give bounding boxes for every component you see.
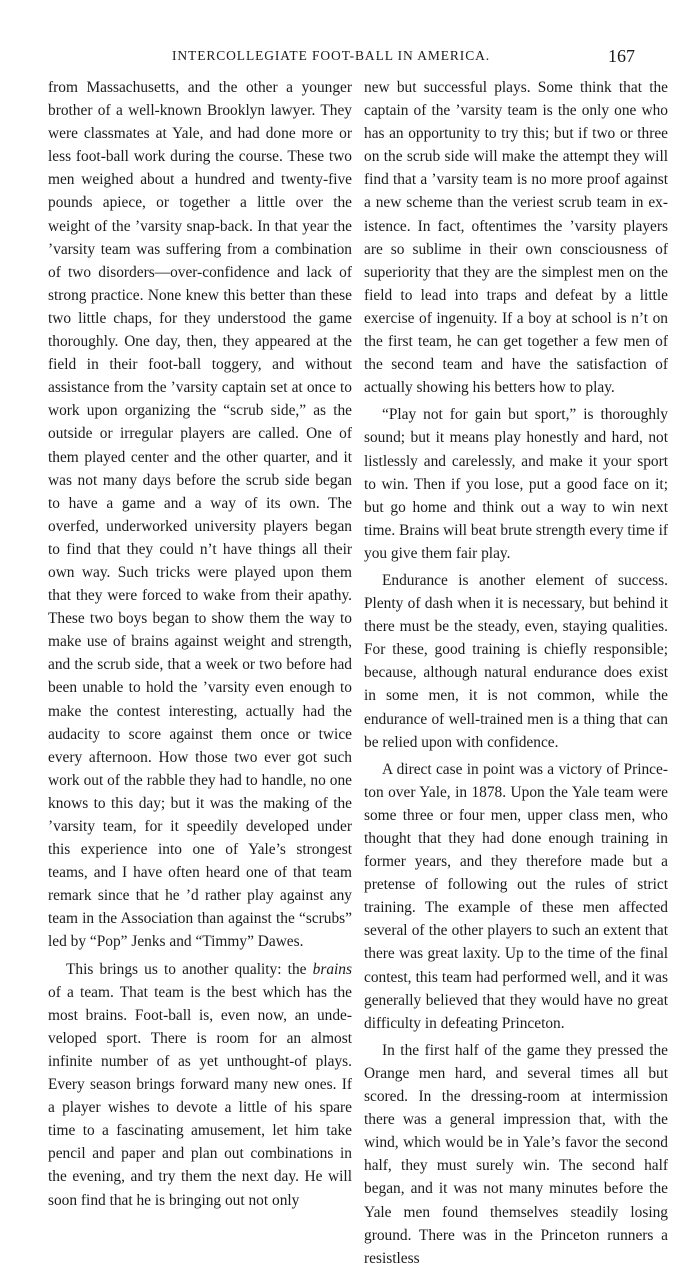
page-header (0, 48, 696, 68)
left-column (48, 76, 352, 1212)
emphasis-text: brains (312, 960, 352, 978)
paragraph: Endurance is another element of success. Plenty of dash when it is necessary, but behind it there must be the steady, even, staying qualities. For these, good training is chiefly responsible; because, although natural endurance does exist in some men, it is not common, while the endurance of well-trained men is a thing that can be relied upon with confidence. (364, 571, 668, 751)
paragraph: “Play not for gain but sport,” is thoroughly sound; but it means play honestly and hard, not listlessly and carelessly, and make it your sport to win. Then if you lose, put a good face on it; but go home and think out a way to win next time. Brains will beat brute strength every time if you give them fair play. (364, 406, 668, 562)
right-column (364, 76, 668, 1270)
paragraph: new but successful plays. Some think that the captain of the ’varsity team is the only one who has an opportunity to try this; but if two or three on the scrub side will make the attempt they will find that a ’varsity team is no more proof against a new scheme than the veriest scrub team in existence. In fact, oftentimes the ’varsity players are so sublime in their own consciousness of superiority that they are the simplest men on the field to lead into traps and defeat by a little exercise of ingenuity. If a boy at school is n’t on the first team, he can get together a few men of the second team and have the satisfaction of actually showing his betters how to play. (364, 79, 668, 397)
running-title: INTERCOLLEGIATE FOOT-BALL IN AMERICA. (172, 48, 491, 63)
page-number: 167 (608, 46, 635, 66)
paragraph-text: This brings us to another quality: the (66, 960, 313, 978)
paragraph: In the first half of the game they pressed the Orange men hard, and several times all but scored. In the dressing-room at intermission there was a general impression that, with the wind, which would be in Yale’s favor the second half, they must surely win. The second half began, and it was not many minutes before the Yale men found themselves steadily losing ground. There was in the Princeton runners a resistless (364, 1041, 668, 1267)
paragraph: A direct case in point was a victory of Princeton over Yale, in 1878. Upon the Yale team were some three or four men, upper class men, who thought that they had done enough training in former years, and they therefore made but a pretense of following out the rules of strict training. The example of these men affected several of the other players to such an extent that there was great laxity. Up to the time of the final contest, this team had performed well, and it was generally believed that they would have no great difficulty in defeating Princeton. (364, 760, 668, 1032)
paragraph-text: of a team. That team is the best which has the most brains. Foot-ball is, even now, an undeveloped sport. There is room for an almost infinite number of as yet unthought-of plays. Every season brings forward many new ones. If a player wishes to devote a little of his spare time to a fascinating amusement, let him take pencil and paper and plan out combinations in the evening, and try them the next day. He will soon find that he is bringing out not only (48, 983, 352, 1209)
paragraph (48, 958, 352, 1212)
paragraph: from Massachusetts, and the other a younger brother of a well-known Brooklyn lawyer. They were classmates at Yale, and had done more or less foot-ball work during the course. These two men weighed about a hundred and twenty-five pounds apiece, or together a little over the weight of the ’varsity snap-back. In that year the ’varsity team was suffering from a combination of two disorders—over-confidence and lack of strong practice. None knew this better than these two little chaps, for they understood the game thoroughly. One day, then, they appeared at the field in their foot-ball toggery, and without assistance from the ’varsity captain set at once to work upon organizing the “scrub side,” as the outside or irregular players are called. One of them played center and the other quarter, and it was not many days before the scrub side began to have a game and a way of its own. The overfed, underworked university players began to find that they could n’t have things all their own way. Such tricks were played upon them that they were forced to wake from their apathy. These two boys began to show them the way to make use of brains against weight and strength, and the scrub side, that a week or two before had been unable to hold the ’varsity even enough to make the contest interesting, actually had the audacity to score against them once or twice every afternoon. How those two ever got such work out of the rabble they had to handle, no one knows to this day; but it was the making of the ’varsity team, for it speedily developed under this experience into one of Yale’s strongest teams, and I have often heard one of that team remark since that he ’d rather play against any team in the Association than against the “scrubs” led by “Pop” Jenks and “Timmy” Dawes. (48, 79, 352, 951)
